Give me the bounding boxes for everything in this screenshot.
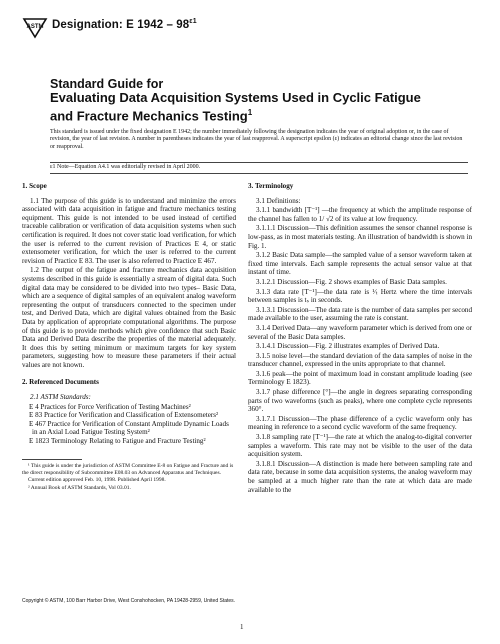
definition-para: 3.1.7 phase difference [°]—the angle in degrees separating corresponding parts of two waveforms (such as peaks), where one complete cycle represents 360°. — [248, 388, 472, 414]
designation-text: Designation: E 1942 – 98 — [52, 18, 190, 31]
definition-para: 3.1.3 data rate [T⁻¹]—the data rate is ¹⁄ₜ Hertz where the time intervals between samples is tₛ in seconds. — [248, 287, 472, 305]
scope-paragraph-1: 1.1 The purpose of this guide is to understand and minimize the errors associated with data acquisition in fatigue and fracture mechanics testing equipment. This guide is not intended to be used instead of certified traceable calibration or verification of data acquisition systems when such certification is required. It does not cover static load verification, for which the user is referred to the current revision of Practices E 4, or static extensometer verification, for which the user is referred to the current revision of Practice E 83. The user is also referred to Practice E 467. — [22, 196, 236, 265]
page-number: 1 — [240, 623, 244, 631]
designation — [52, 18, 197, 31]
astm-logo — [22, 17, 48, 39]
definition-para: 3.1.4 Derived Data—any waveform parameter which is derived from one or several of the Basic Data samples. — [248, 323, 472, 341]
title-footnote-mark: 1 — [247, 107, 253, 117]
scope-paragraph-2: 1.2 The output of the fatigue and fracture mechanics data acquisition systems described in this guide is essentially a stream of digital data. Such digital data may be considered to be divided into two types– Basic Data, which are a sequence of digital samples of an equivalent analog waveform representing the output of transducers connected to the specimen under test, and Derived Data, which are digital values obtained from the Basic Data by application of appropriate computational algorithms. The purpose of this guide is to provide methods which give confidence that such Basic Data and Derived Data describe the properties of the material adequately. It does this by setting minimum or maximum targets for key system parameters, suggesting how to measure these parameters if their actual values are not known. — [22, 266, 236, 369]
definition-para: 3.1.3.1 Discussion—The data rate is the number of data samples per second made available to the user, assuming the rate is constant. — [248, 305, 472, 323]
svg-text:ASTM: ASTM — [26, 24, 44, 30]
referenced-documents-heading: 2. Referenced Documents — [22, 378, 99, 387]
document-title — [50, 91, 470, 123]
title-line-2: and Fracture Mechanics Testing$^1$ — [50, 107, 253, 123]
designation-superscript: ε1 — [189, 18, 197, 25]
reference-e1823: E 1823 Terminology Relating to Fatigue and Fracture Testing² — [29, 437, 206, 446]
footnote-divider — [22, 459, 82, 460]
astm-standards-label: 2.1 ASTM Standards: — [30, 393, 91, 402]
footnote-1: ¹ This guide is under the jurisdiction of ASTM Committee E-8 on Fatigue and Fracture and is the direct responsibility of Subcommittee E08.03 on Advanced Apparatus and Techniques. — [22, 463, 234, 476]
right-column — [248, 182, 472, 495]
definition-para: 3.1.1 bandwidth [T⁻¹] —the frequency at which the amplitude response of the channel has fallen to 1/ √2 of its value at low frequency. — [248, 206, 472, 223]
definition-para: 3.1.1.1 Discussion—This definition assumes the sensor channel response is low-pass, as in most materials testing. An illustration of bandwidth is shown in Fig. 1. — [248, 224, 472, 250]
definition-para: 3.1.8.1 Discussion—A distinction is made here between sampling rate and data rate, because in some data acquisition systems, the analog waveform may be sampled at a much higher rate than the rate at which data are made available to the — [248, 459, 472, 494]
footnote-2: ² Annual Book of ASTM Standards, Vol 03.01. — [28, 484, 131, 491]
definition-para: 3.1 Definitions: — [256, 196, 301, 205]
copyright-notice: Copyright © ASTM, 100 Barr Harbor Drive, West Conshohocken, PA 19428-2959, United States. — [22, 598, 236, 604]
note-bottom-divider — [50, 173, 468, 174]
reference-e4: E 4 Practices for Force Verification of Testing Machines² — [29, 402, 191, 411]
terminology-heading: 3. Terminology — [248, 182, 294, 190]
definition-para: 3.1.6 peak—the point of maximum load in constant amplitude loading (see Terminology E 1823). — [248, 369, 472, 387]
definition-para: 3.1.7.1 Discussion—The phase difference of a cyclic waveform only has meaning in reference to a second cyclic waveform of the same frequency. — [248, 414, 472, 432]
definition-para: 3.1.2 Basic Data sample—the sampled value of a sensor waveform taken at fixed time intervals. Each sample represents the actual sensor value at that instant of time. — [248, 251, 472, 277]
definition-para: 3.1.5 noise level—the standard deviation of the data samples of noise in the transducer channel, expressed in the units appropriate to that channel. — [248, 351, 472, 369]
definition-para: 3.1.4.1 Discussion—Fig. 2 illustrates examples of Derived Data. — [256, 342, 440, 351]
definition-para: 3.1.2.1 Discussion—Fig. 2 shows examples of Basic Data samples. — [256, 277, 447, 286]
footnote-edition: Current edition approved Feb. 10, 1998. Published April 1998. — [28, 477, 166, 484]
title-line-1: Evaluating Data Acquisition Systems Used in Cyclic Fatigue — [50, 90, 421, 105]
editorial-note: ε1 Note—Equation A4.1 was editorially revised in April 2000. — [50, 164, 201, 170]
reference-e467: E 467 Practice for Verification of Constant Amplitude Dynamic Loads in an Axial Load Fatigue Testing System² — [29, 419, 229, 437]
standard-guide-label: Standard Guide for — [50, 77, 164, 91]
scope-heading: 1. Scope — [22, 182, 47, 190]
footnotes — [22, 463, 236, 492]
definition-para: 3.1.8 sampling rate [T⁻¹]—the rate at which the analog-to-digital converter samples a waveform. This rate may not be visible to the user of the data acquisition system. — [248, 433, 472, 459]
reference-e83: E 83 Practice for Verification and Classification of Extensometers² — [29, 411, 219, 420]
note-top-divider — [50, 162, 468, 163]
preamble: This standard is issued under the fixed designation E 1942; the number immediately following the designation indicates the year of original adoption or, in the case of revision, the year of last revision. A number in parentheses indicates the year of last reapproval. A superscript epsilon (ε) indicates an editorial change since the last revision or reapproval. — [50, 129, 463, 150]
left-column — [22, 182, 236, 446]
